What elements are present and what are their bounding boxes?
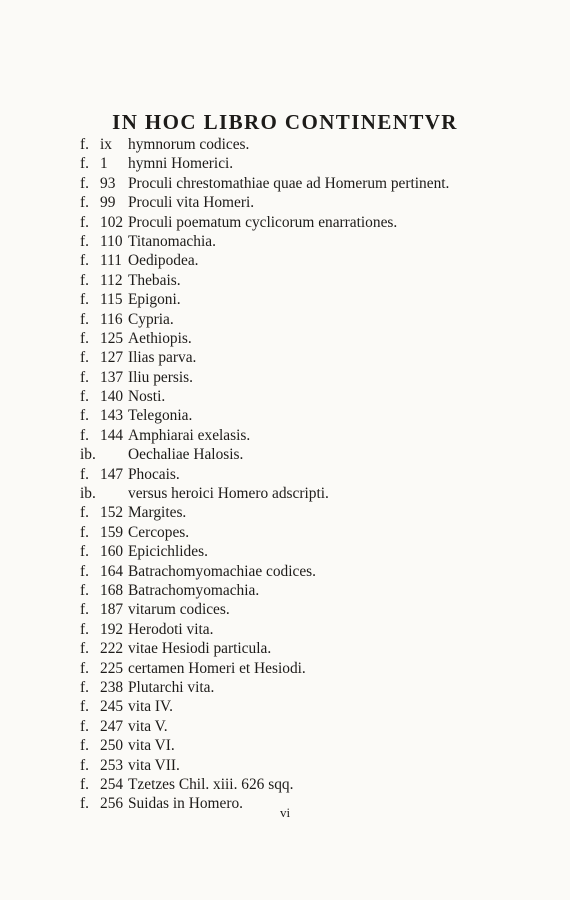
entry-reference: f. [80, 659, 89, 677]
entry-reference: f. [80, 620, 89, 638]
entry-reference: f. [80, 426, 89, 444]
entry-description: Iliu persis. [128, 368, 193, 386]
entry-reference: f. [80, 581, 89, 599]
contents-entry [80, 697, 520, 716]
entry-reference: f. [80, 543, 89, 561]
entry-folio: 102 [100, 213, 124, 231]
entry-reference: f. [80, 388, 89, 406]
entry-folio: 127 [100, 349, 124, 367]
entry-folio: 125 [100, 329, 124, 347]
entry-reference: f. [80, 756, 89, 774]
entry-folio: 144 [100, 426, 124, 444]
entry-folio: 164 [100, 562, 124, 580]
contents-entry [80, 775, 520, 794]
contents-entry [80, 193, 520, 212]
entry-reference: f. [80, 523, 89, 541]
entry-description: vitarum codices. [128, 601, 230, 619]
contents-entry [80, 445, 520, 464]
entry-description: vita IV. [128, 698, 174, 716]
entry-description: Nosti. [128, 388, 166, 406]
entry-reference: f. [80, 310, 89, 328]
contents-entry [80, 562, 520, 581]
entry-folio: 250 [100, 737, 124, 755]
contents-entry [80, 310, 520, 329]
contents-entry [80, 600, 520, 619]
entry-description: Ilias parva. [128, 349, 197, 367]
entry-folio: 115 [100, 291, 123, 309]
entry-reference: f. [80, 640, 89, 658]
entry-folio: 245 [100, 698, 124, 716]
entry-folio: 247 [100, 717, 124, 735]
entry-folio: 137 [100, 368, 124, 386]
entry-folio: 140 [100, 388, 124, 406]
contents-entry [80, 232, 520, 251]
entry-description: Thebais. [128, 271, 181, 289]
entry-folio: 159 [100, 523, 124, 541]
entry-description: Epicichlides. [128, 543, 208, 561]
entry-description: Tzetzes Chil. xiii. 626 sqq. [128, 775, 294, 793]
entry-reference: f. [80, 213, 89, 231]
entry-description: Oedipodea. [128, 252, 199, 270]
entry-folio: 99 [100, 194, 116, 212]
entry-description: hymnorum codices. [128, 136, 250, 153]
contents-entry [80, 348, 520, 367]
entry-reference: ib. [80, 446, 96, 464]
entry-description: Phocais. [128, 465, 180, 483]
contents-entry [80, 426, 520, 445]
entry-description: vitae Hesiodi particula. [128, 640, 272, 658]
entry-description: Epigoni. [128, 291, 181, 309]
entry-folio: 112 [100, 271, 123, 289]
entry-folio: ix [100, 136, 112, 153]
entry-description: Batrachomyomachia. [128, 581, 260, 599]
entry-description: Proculi vita Homeri. [128, 194, 255, 212]
contents-entry [80, 271, 520, 290]
entry-folio: 116 [100, 310, 123, 328]
page-title: IN HOC LIBRO CONTINENTVR [112, 110, 458, 135]
entry-reference: f. [80, 368, 89, 386]
entry-reference: ib. [80, 485, 96, 503]
entry-description: Herodoti vita. [128, 620, 214, 638]
page-number: vi [279, 805, 291, 820]
entry-folio: 168 [100, 581, 124, 599]
entry-reference: f. [80, 136, 89, 153]
entry-folio: 147 [100, 465, 124, 483]
contents-entry [80, 736, 520, 755]
entry-reference: f. [80, 504, 89, 522]
entry-folio: 222 [100, 640, 124, 658]
entry-reference: f. [80, 349, 89, 367]
contents-entry [80, 717, 520, 736]
entry-description: Suidas in Homero. [128, 795, 243, 813]
entry-reference: f. [80, 329, 89, 347]
entry-description: Margites. [128, 504, 187, 522]
entry-folio: 160 [100, 543, 124, 561]
entry-reference: f. [80, 174, 89, 192]
entry-reference: f. [80, 717, 89, 735]
entry-description: hymni Homerici. [128, 155, 234, 173]
entry-folio: 143 [100, 407, 124, 425]
contents-entry [80, 523, 520, 542]
entry-reference: f. [80, 232, 89, 250]
contents-entry [80, 620, 520, 639]
entry-description: Oechaliae Halosis. [128, 446, 244, 464]
entry-description: Telegonia. [128, 407, 193, 425]
entry-description: vita VI. [128, 737, 175, 755]
entry-description: Proculi poematum cyclicorum enarrationes. [128, 213, 398, 231]
entry-folio: 1 [100, 155, 108, 173]
entry-reference: f. [80, 407, 89, 425]
entry-reference: f. [80, 194, 89, 212]
entry-reference: f. [80, 601, 89, 619]
contents-entry [80, 329, 520, 348]
entry-folio: 111 [100, 252, 122, 270]
contents-entry [80, 174, 520, 193]
contents-entry [80, 659, 520, 678]
entry-reference: f. [80, 155, 89, 173]
entry-folio: 110 [100, 232, 123, 250]
entry-reference: f. [80, 291, 89, 309]
entry-reference: f. [80, 775, 89, 793]
entry-description: Proculi chrestomathiae quae ad Homerum pertinent. [128, 174, 450, 192]
entry-reference: f. [80, 698, 89, 716]
contents-entry [80, 290, 520, 309]
entry-reference: f. [80, 678, 89, 696]
contents-entry [80, 581, 520, 600]
entry-description: Amphiarai exelasis. [128, 426, 251, 444]
entry-reference: f. [80, 465, 89, 483]
entry-description: versus heroici Homero adscripti. [128, 485, 329, 503]
entry-description: Cercopes. [128, 523, 190, 541]
contents-entry [80, 368, 520, 387]
entry-reference: f. [80, 252, 89, 270]
contents-entry [80, 465, 520, 484]
entry-folio: 93 [100, 174, 116, 192]
entry-folio: 256 [100, 795, 124, 813]
entry-reference: f. [80, 271, 89, 289]
contents-entry [80, 406, 520, 425]
entry-reference: f. [80, 562, 89, 580]
contents-entry [80, 251, 520, 270]
entry-reference: f. [80, 737, 89, 755]
contents-entry [80, 154, 520, 173]
entry-description: Plutarchi vita. [128, 678, 215, 696]
entry-description: Titanomachia. [128, 232, 216, 250]
entry-folio: 254 [100, 775, 124, 793]
entry-folio: 187 [100, 601, 124, 619]
entry-folio: 225 [100, 659, 124, 677]
entry-reference: f. [80, 795, 89, 813]
entry-folio: 192 [100, 620, 124, 638]
entry-folio: 253 [100, 756, 124, 774]
contents-entry [80, 756, 520, 775]
contents-entry [80, 213, 520, 232]
entry-description: Batrachomyomachiae codices. [128, 562, 317, 580]
entry-description: vita VII. [128, 756, 180, 774]
contents-entry [80, 387, 520, 406]
contents-entry [80, 639, 520, 658]
contents-list [80, 135, 520, 814]
contents-entry [80, 484, 520, 503]
entry-description: Cypria. [128, 310, 174, 328]
contents-entry [80, 542, 520, 561]
entry-description: certamen Homeri et Hesiodi. [128, 659, 306, 677]
entry-folio: 152 [100, 504, 124, 522]
contents-entry [80, 135, 520, 154]
contents-entry [80, 678, 520, 697]
entry-folio: 238 [100, 678, 124, 696]
entry-description: Aethiopis. [128, 329, 192, 347]
contents-entry [80, 503, 520, 522]
entry-description: vita V. [128, 717, 168, 735]
